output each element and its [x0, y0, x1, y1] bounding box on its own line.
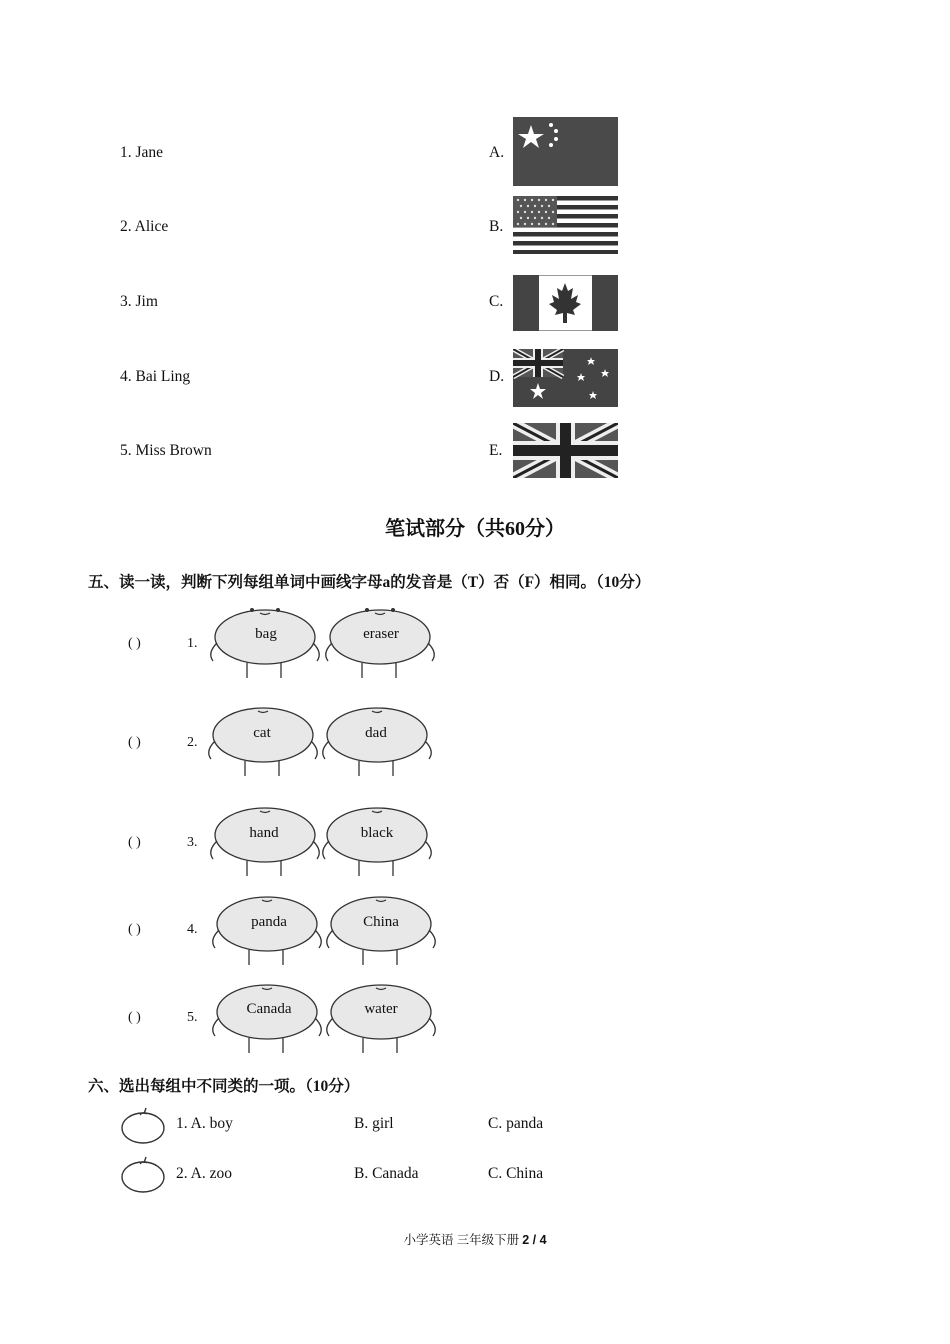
egg-word-4a: panda	[251, 914, 287, 930]
egg-word-2b: dad	[365, 725, 387, 741]
china-flag	[513, 117, 618, 186]
option-2a: 2. A. zoo	[176, 1165, 232, 1182]
egg-word-2a: cat	[253, 725, 271, 741]
written-section-title: 笔试部分（共60分）	[385, 518, 565, 540]
answer-paren-2[interactable]: ( )	[128, 735, 141, 750]
answer-paren-5[interactable]: ( )	[128, 1010, 141, 1025]
egg-pair-2	[205, 703, 440, 783]
match-letter-c: C.	[489, 293, 504, 310]
question-number-1: 1.	[187, 636, 198, 651]
question-number-3: 3.	[187, 835, 198, 850]
match-name-4: 4. Bai Ling	[120, 368, 191, 385]
footer-text: 小学英语 三年级下册	[403, 1233, 523, 1247]
australia-flag	[513, 349, 618, 407]
question-number-2: 2.	[187, 735, 198, 750]
match-letter-e: E.	[489, 442, 503, 459]
match-letter-d: D.	[489, 368, 505, 385]
egg-pair-3	[205, 803, 440, 883]
egg-word-1a: bag	[255, 626, 277, 642]
apple-answer-icon-2[interactable]	[120, 1155, 166, 1195]
answer-paren-3[interactable]: ( )	[128, 835, 141, 850]
match-letter-a: A.	[489, 144, 505, 161]
option-1c: C. panda	[488, 1115, 544, 1132]
uk-flag	[513, 423, 618, 478]
egg-word-5a: Canada	[246, 1001, 292, 1017]
option-1a: 1. A. boy	[176, 1115, 233, 1132]
match-name-3: 3. Jim	[120, 293, 158, 310]
question-number-5: 5.	[187, 1010, 198, 1025]
answer-paren-1[interactable]: ( )	[128, 636, 141, 651]
match-letter-b: B.	[489, 218, 504, 235]
section5-title: 五、读一读，判断下列每组单词中画线字母a的发音是（T）否（F）相同。（10分）	[88, 574, 651, 591]
usa-flag	[513, 196, 618, 254]
page-footer	[0, 1230, 950, 1248]
egg-word-5b: water	[364, 1001, 398, 1017]
egg-word-1b: eraser	[363, 626, 399, 642]
match-name-2: 2. Alice	[120, 218, 169, 235]
canada-flag	[513, 275, 618, 331]
egg-pair-1	[205, 605, 440, 685]
egg-word-4b: China	[363, 914, 399, 930]
egg-pair-5	[205, 980, 440, 1060]
egg-word-3b: black	[360, 825, 394, 841]
match-name-1: 1. Jane	[120, 144, 164, 161]
egg-word-3a: hand	[249, 825, 279, 841]
page-number: 2 / 4	[522, 1233, 547, 1247]
option-2b: B. Canada	[354, 1165, 419, 1182]
match-name-5: 5. Miss Brown	[120, 442, 212, 459]
section6-title: 六、选出每组中不同类的一项。（10分）	[88, 1078, 360, 1095]
answer-paren-4[interactable]: ( )	[128, 922, 141, 937]
option-1b: B. girl	[354, 1115, 394, 1132]
apple-answer-icon-1[interactable]	[120, 1106, 166, 1146]
question-number-4: 4.	[187, 922, 198, 937]
egg-pair-4	[205, 892, 440, 972]
option-2c: C. China	[488, 1165, 544, 1182]
